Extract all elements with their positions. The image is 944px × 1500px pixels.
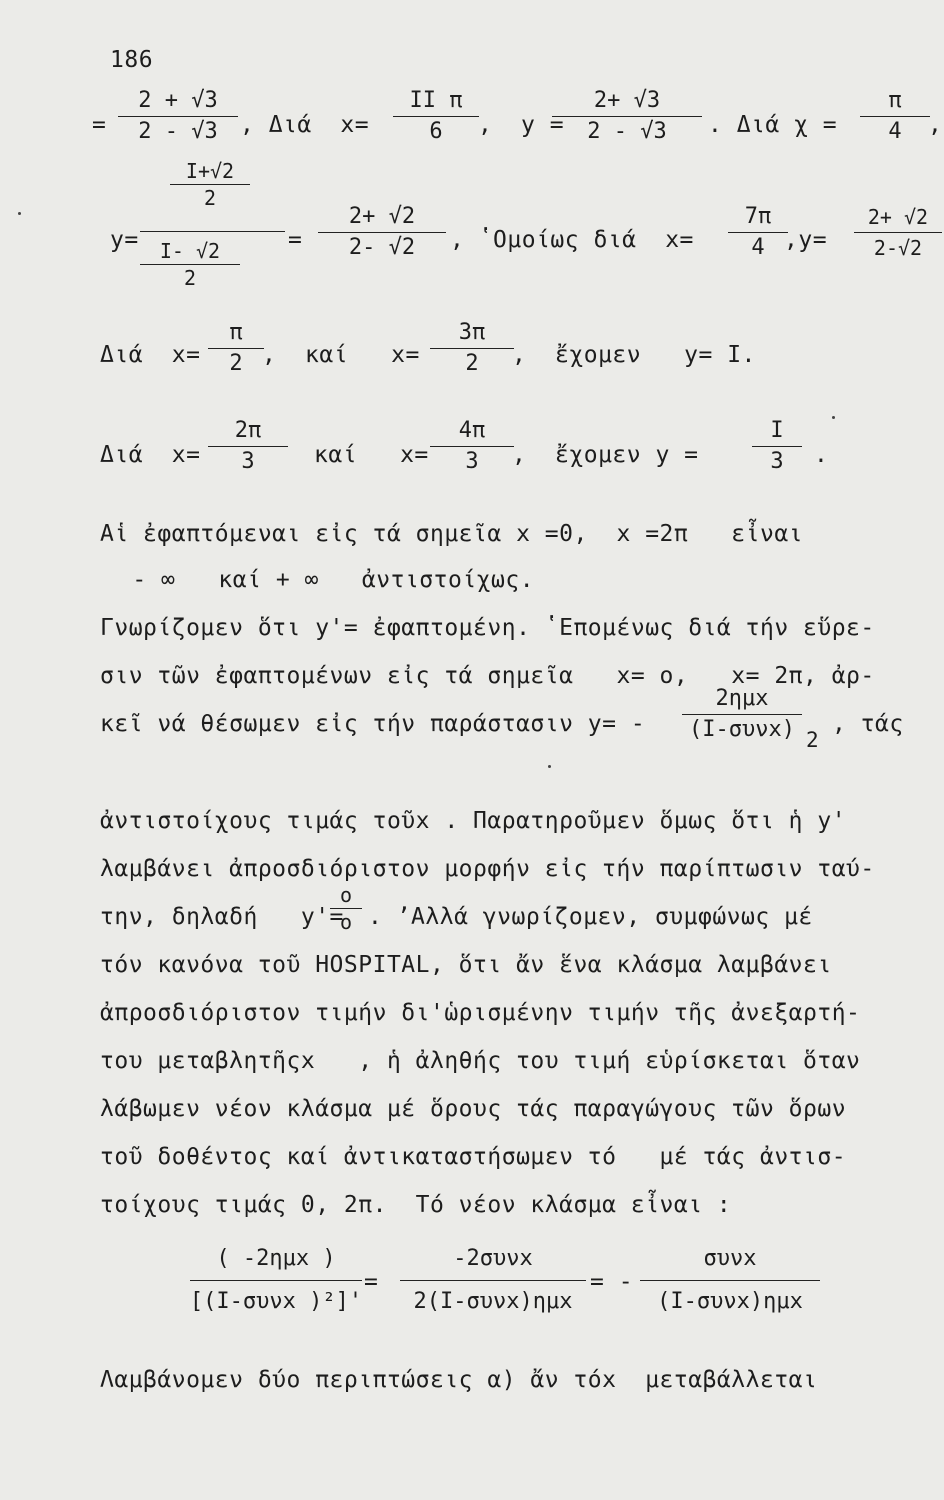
fraction-3pi-over-2	[430, 320, 514, 377]
scan-speck	[18, 212, 21, 215]
text-line: ἀπροσδιόριστον τιμήν δι'ὡρισμένην τιμήν τῆς ἀνεξαρτή-	[100, 1000, 861, 1026]
fraction-numerator: 7π	[744, 204, 772, 229]
fraction-synx-over-1-synx-hmx	[640, 1240, 820, 1321]
y-equals-label: , y =	[478, 112, 565, 138]
fraction-denominator: 2	[183, 266, 197, 290]
scan-speck	[548, 765, 551, 768]
exponent: 2	[806, 728, 820, 752]
fraction-bar	[190, 1280, 362, 1281]
fraction-denominator: 6	[429, 119, 443, 144]
fraction-denominator: 2(I-συνx)ημx	[413, 1289, 573, 1314]
fraction-4pi-over-3	[430, 418, 514, 475]
fraction-numerator: -2συνx	[453, 1246, 533, 1271]
fraction-denominator: 3	[241, 449, 255, 474]
fraction-denominator: 4	[888, 119, 902, 144]
text-line: τοῦ δοθέντος καί ἀντικαταστήσωμεν τό μέ τάς ἀντισ-	[100, 1144, 847, 1170]
fraction-denominator: 2- √2	[348, 235, 416, 260]
fraction-bar	[640, 1280, 820, 1281]
fraction-bar	[208, 348, 264, 349]
fraction-bar	[140, 264, 240, 265]
fraction-2plus-sqrt3-over-2minus-sqrt3-b	[552, 88, 702, 145]
fraction-numerator: 4π	[458, 418, 486, 443]
fraction-denominator: 2 - √3	[587, 119, 667, 144]
kai-x-label: , καί x=	[262, 342, 420, 368]
fraction-numerator: 2π	[234, 418, 262, 443]
page-number: 186	[110, 47, 154, 73]
fraction-numerator: I- √2	[159, 239, 221, 263]
omoios-dia-x-label: , ʽΟμοίως διά x=	[450, 227, 694, 253]
fraction-bar	[430, 446, 514, 447]
nested-fraction	[140, 160, 290, 300]
fraction-bar	[393, 116, 479, 117]
fraction-bar	[330, 908, 362, 909]
text-line: τόν κανόνα τοῦ HOSPITAL, ὅτι ἄν ἕνα κλάσμα λαμβάνει	[100, 952, 832, 978]
text-line: - ∞ καί + ∞ ἀντιστοίχως.	[118, 567, 535, 593]
text-line: , τάς	[832, 711, 904, 737]
fraction-bar	[552, 116, 702, 117]
fraction-11pi-over-6	[393, 88, 479, 145]
fraction-minus-2hmx-over-derivative	[190, 1240, 362, 1321]
fraction-2plus-sqrt2-over-2minus-sqrt2	[318, 204, 446, 261]
text-line: Λαμβάνομεν δύο περιπτώσεις α) ἄν τόx μεταβάλλεται	[100, 1367, 818, 1393]
scan-speck	[832, 416, 835, 419]
equals-sign: =	[92, 112, 107, 138]
fraction-numerator: o	[339, 883, 353, 907]
nested-bottom-fraction	[140, 240, 240, 289]
fraction-bar	[208, 446, 288, 447]
fraction-bar	[400, 1280, 586, 1281]
fraction-bar	[728, 232, 788, 233]
exomen-y-text: , ἔχομεν y =	[512, 442, 699, 468]
equals-sign: =	[364, 1269, 379, 1295]
equals-sign: =	[288, 227, 303, 253]
main-fraction-bar	[140, 231, 285, 232]
text-line: Γνωρίζομεν ὅτι y'= ἐφαπτομένη. ʽΕπομένως διά τήν εὕρε-	[100, 615, 875, 641]
text-line: κεῖ νά θέσωμεν εἰς τήν παράστασιν y= -	[100, 711, 646, 737]
trailing-comma: ,	[928, 112, 943, 138]
dia-x-label: , Διά x=	[240, 112, 370, 138]
fraction-o-over-o	[330, 884, 362, 933]
text-line: του μεταβλητῆςx , ἡ ἀληθής του τιμή εὑρίσκεται ὅταν	[100, 1048, 861, 1074]
fraction-numerator: 2ημx	[715, 686, 769, 711]
fraction-numerator: 2+ √2	[348, 204, 416, 229]
fraction-numerator: π	[888, 88, 902, 113]
equals-minus-sign: = -	[590, 1269, 634, 1295]
fraction-denominator: (I-συνx)ημx	[657, 1289, 803, 1314]
fraction-numerator: συνx	[703, 1246, 757, 1271]
fraction-1-over-3	[752, 418, 802, 475]
text-line: ἀντιστοίχους τιμάς τοῦx . Παρατηροῦμεν ὅμως ὅτι ἡ y'	[100, 808, 847, 834]
text-line: τοίχους τιμάς 0, 2π. Τό νέον κλάσμα εἶναι :	[100, 1192, 732, 1218]
fraction-bar	[752, 446, 802, 447]
dia-x-label: Διά x=	[100, 442, 201, 468]
fraction-2pi-over-3	[208, 418, 288, 475]
fraction-2plus-sqrt3-over-2minus-sqrt3	[118, 88, 238, 145]
dia-chi-label: . Διά χ =	[708, 112, 838, 138]
fraction-denominator: 2	[465, 351, 479, 376]
text-line: . ʼΑλλά γνωρίζομεν, συμφώνως μέ	[368, 904, 813, 930]
fraction-numerator: 2+ √2	[867, 205, 929, 229]
fraction-bar	[318, 232, 446, 233]
period: .	[814, 442, 829, 468]
fraction-bar	[854, 232, 942, 233]
fraction-denominator: 3	[465, 449, 479, 474]
fraction-pi-over-2	[208, 320, 264, 377]
text-line: λάβωμεν νέον κλάσμα μέ ὅρους τάς παραγώγους τῶν ὅρων	[100, 1096, 847, 1122]
fraction-denominator: [(I-συνx )²]'	[189, 1289, 363, 1314]
fraction-denominator: 2	[229, 351, 243, 376]
dia-x-label: Διά x=	[100, 342, 201, 368]
fraction-denominator: (I-συνx)	[689, 717, 795, 742]
nested-top-fraction	[170, 160, 250, 209]
fraction-2plus-sqrt2-over-2minus-sqrt2-b	[854, 204, 942, 261]
kai-x-label: καί x=	[314, 442, 429, 468]
text-line: την, δηλαδή y'=	[100, 904, 344, 930]
fraction-numerator: 2 + √3	[138, 88, 218, 113]
fraction-numerator: 2+ √3	[593, 88, 661, 113]
text-line: σιν τῶν ἐφαπτομένων εἰς τά σημεῖα x= o, x= 2π, ἀρ-	[100, 663, 875, 689]
y-equals-label: ,y=	[784, 227, 828, 253]
fraction-numerator: I+√2	[185, 159, 235, 183]
text-line: λαμβάνει ἀπροσδιόριστον μορφήν εἰς τήν παρίπτωσιν ταύ-	[100, 856, 875, 882]
fraction-denominator: o	[339, 910, 353, 934]
fraction-2hmx-over-1-synx-squared	[682, 686, 802, 743]
fraction-minus-2synx-over-2-1-synx-hmx	[400, 1240, 586, 1321]
fraction-denominator: 2	[203, 186, 217, 210]
fraction-numerator: I	[770, 418, 784, 443]
fraction-denominator: 2-√2	[873, 236, 923, 260]
fraction-numerator: 3π	[458, 320, 486, 345]
y-equals-label: y=	[110, 227, 139, 253]
fraction-numerator: ( -2ημx )	[216, 1246, 336, 1271]
fraction-pi-over-4	[860, 88, 930, 145]
fraction-bar	[682, 714, 802, 715]
fraction-bar	[430, 348, 514, 349]
fraction-denominator: 3	[770, 449, 784, 474]
fraction-bar	[860, 116, 930, 117]
fraction-7pi-over-4	[728, 204, 788, 261]
text-line: Αἱ ἐφαπτόμεναι εἰς τά σημεῖα x =0, x =2π εἶναι	[100, 521, 804, 547]
fraction-bar	[170, 184, 250, 185]
fraction-denominator: 4	[751, 235, 765, 260]
fraction-bar	[118, 116, 238, 117]
fraction-numerator: π	[229, 320, 243, 345]
fraction-numerator: II π	[409, 88, 463, 113]
exomen-y-text: , ἔχομεν y= I.	[512, 342, 756, 368]
fraction-denominator: 2 - √3	[138, 119, 218, 144]
